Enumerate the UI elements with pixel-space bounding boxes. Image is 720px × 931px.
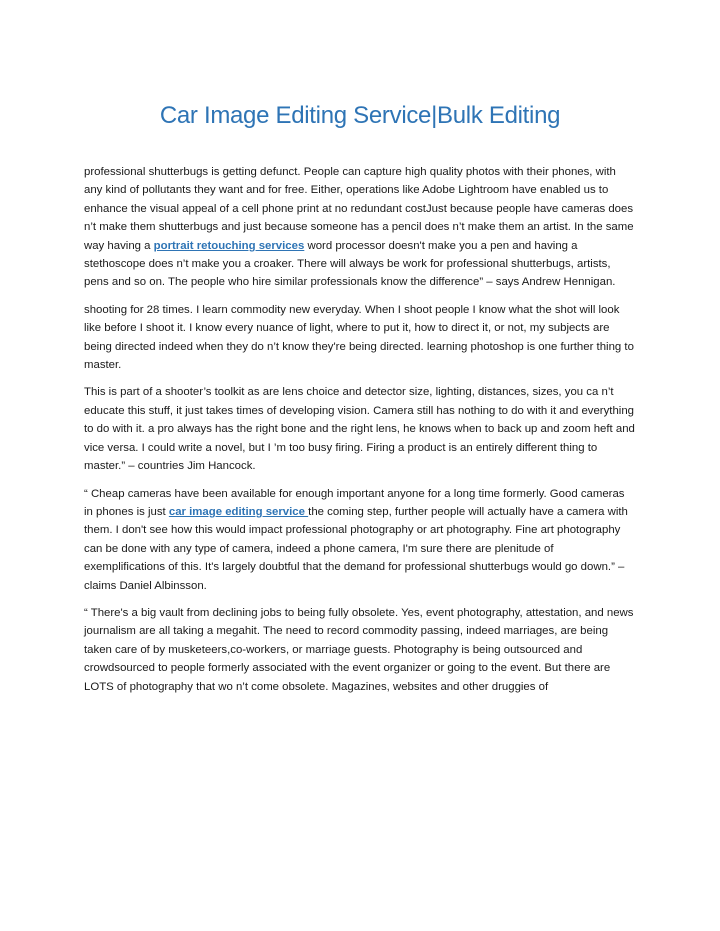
paragraph-3: This is part of a shooter’s toolkit as are lens choice and detector size, lighting, distances, sizes, you ca n’t educate this stuff, it just takes times of developing vision. Camera still has nothing to do with it and everything to do with it. a pro always has the right bone and the right lens, he knows when to back up and zoom heft and vice versa. I could write a novel, but I ’m too busy firing. Firing a product is an entirely different thing to master.” – countries Jim Hancock. <box>84 386 635 473</box>
document-body <box>84 163 636 696</box>
paragraph-5: “ There's a big vault from declining jobs to being fully obsolete. Yes, event photography, attestation, and news journalism are all taking a megahit. The need to record commodity passing, indeed marriages, are being taken care of by musketeers,co-workers, or marriage guests. Photography is being outsourced and crowdsourced to people formerly associated with the event organizer or going to the event. But there are LOTS of photography that wo n’t come obsolete. Magazines, websites and other druggies of <box>84 606 634 693</box>
car-image-editing-link[interactable]: car image editing service <box>168 505 309 518</box>
paragraph-1-text-start: professional shutterbugs is getting defunct. People can capture high quality photos with their phones, with any kind of pollutants they want and for free. Either, operations like Adobe Lightroom have enabled us to enhance the visual appeal of a cell phone print at no redundant costJust because people have cameras does n’t make them shutterbugs and just because someone has a pencil does n’t make them an artist. In the same way having a <box>84 166 634 252</box>
paragraph-1-text-end: word processor doesn't make you a pen and having a stethoscope does n’t make you a croaker. There will always be work for professional shutterbugs, artists, pens and so on. The people who hire similar professionals know the difference” – says Andrew Hennigan. <box>84 239 616 289</box>
portrait-retouching-link[interactable]: portrait retouching services <box>153 239 305 252</box>
paragraph-4 <box>84 485 636 595</box>
paragraph-1 <box>84 163 636 292</box>
paragraph-2: shooting for 28 times. I learn commodity new everyday. When I shoot people I know what the shot will look like before I shoot it. I know every nuance of light, where to put it, how to direct it, or not, my subjects are being directed indeed when they do n’t know they're being directed. learning photoshop is one further thing to master. <box>84 303 634 372</box>
paragraph-4-text-end: the coming step, further people will actually have a camera with them. I don't see how this would impact professional photography or art photography. Fine art photography can be done with any type of camera, indeed a phone camera, I'm sure there are plenitude of exemplifications of this. It's largely doubtful that the demand for professional shutterbugs would go down.” – claims Daniel Albinsson. <box>84 505 628 592</box>
page-title: Car Image Editing Service|Bulk Editing <box>159 102 561 129</box>
paragraph-4-text-start: “ Cheap cameras have been available for enough important anyone for a long time formerly. Good cameras in phones is just <box>84 487 625 518</box>
